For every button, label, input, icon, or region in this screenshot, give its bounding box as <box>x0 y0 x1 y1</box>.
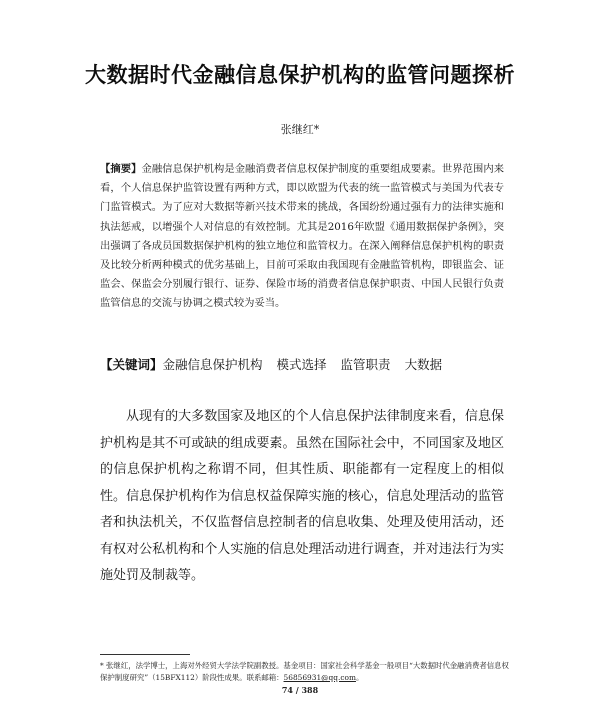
author-name: 张继红* <box>280 123 320 136</box>
keyword: 监管职责 <box>340 357 391 372</box>
footnote-email-link[interactable]: 56856931@qq.com <box>283 673 356 682</box>
body-paragraph: 从现有的大多数国家及地区的个人信息保护法律制度来看，信息保护机构是其不可或缺的组成要素。虽然在国际社会中，不同国家及地区的信息保护机构之称谓不同，但其性质、职能都有一定程度上的相似性。信息保护机构作为信息权益保障实施的核心，信息处理活动的监管者和执法机关，不仅监督信息控制者的信息收集、处理及使用活动，还有权对公私机构和个人实施的信息处理活动进行调查，并对违法行为实施处罚及制裁等。 <box>100 409 504 583</box>
abstract-text: 金融信息保护机构是金融消费者信息权保护制度的重要组成要素。世界范围内来看，个人信息保护监管设置有两种方式，即以欧盟为代表的统一监管模式与美国为代表专门监管模式。为了应对大数据等新兴技术带来的挑战，各国纷纷通过强有力的法律实施和执法惩戒，以增强个人对信息的有效控制。尤其是2016年欧盟《通用数据保护条例》，突出强调了各成员国数据保护机构的独立地位和监管权力。在深入阐释信息保护机构的职责及比较分析两种模式的优劣基础上，目前可采取由我国现有金融监管机构，即银监会、证监会、保监会分别履行银行、证券、保险市场的消费者信息保护职责、中国人民银行负责监管信息的交流与协调之模式较为妥当。 <box>100 163 505 310</box>
keywords-label: 【关键词】 <box>100 357 163 372</box>
footnote-divider <box>100 654 190 655</box>
keyword: 模式选择 <box>276 357 327 372</box>
abstract-label: 【摘要】 <box>100 163 142 175</box>
keyword: 金融信息保护机构 <box>162 357 263 372</box>
keywords-block <box>100 355 520 375</box>
footnote-text: * 张继红，法学博士，上海对外经贸大学法学院副教授。基金项目：国家社会科学基金一般项目“大数据时代金融消费者信息权保护制度研究”（15BFX112）阶段性成果。联系邮箱： <box>100 661 509 682</box>
abstract-block <box>100 160 504 314</box>
footnote-end: 。 <box>355 673 364 682</box>
keyword: 大数据 <box>404 357 443 372</box>
page-number: 74 / 388 <box>281 685 319 695</box>
footnote <box>100 660 510 684</box>
paper-title: 大数据时代金融信息保护机构的监管问题探析 <box>85 63 515 87</box>
